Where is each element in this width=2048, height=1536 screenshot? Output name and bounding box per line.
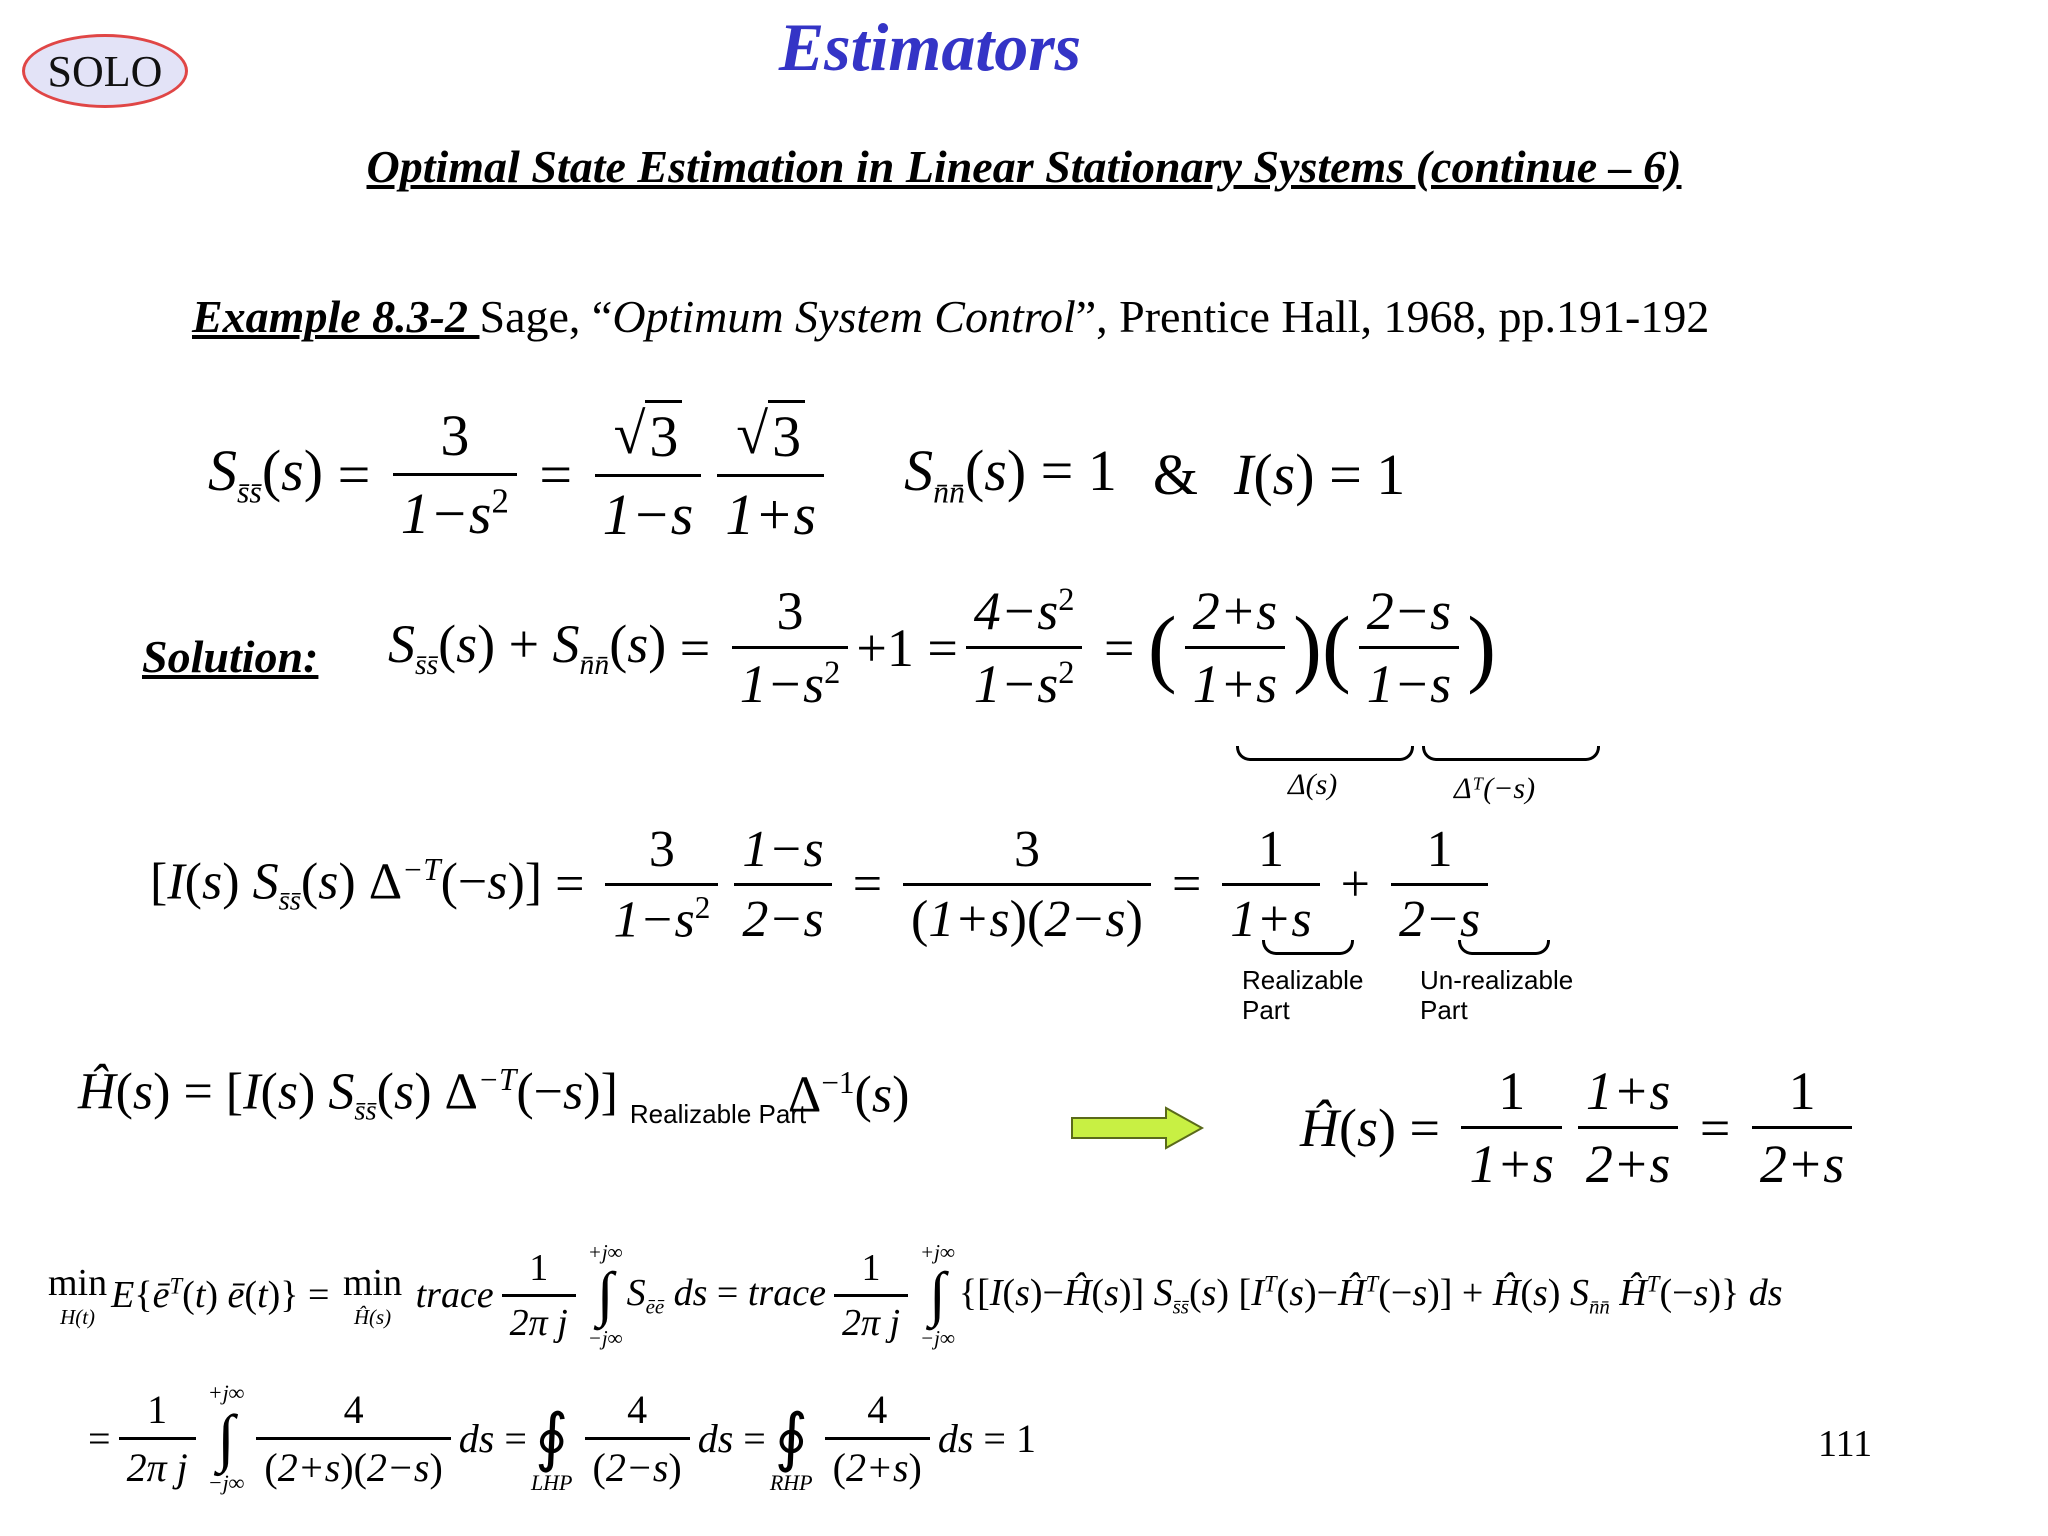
brace-unrealizable	[1458, 940, 1550, 955]
equation-optimal-filter-result: Ĥ(s) = $\frac{1}{1+s}$ $\frac{1+s}{2+s}$ = $\frac{1}{2+s}$	[1300, 1060, 1860, 1195]
realizable-subscript: Realizable Part	[629, 1099, 807, 1129]
example-book: Optimum System Control	[612, 291, 1076, 342]
equation-optimal-filter-definition: Ĥ(s) = [I(s) $S_{s̄s̄}(s)$ $\Delta^{-T}(-s)$] Realizable Part $\Delta^{-1}(s)$	[78, 1062, 910, 1129]
equation-min-error-variance: min H(t) $E\{ē^T(t)$ ē(t)} = min Ĥ(s) trace $\frac{1}{\text{2π j}}$ +j∞ ∫ −j∞ $S_{ēē}$ ds = trace $\frac{1}{\text{2π j}}$ +j∞ ∫ −j∞ {[I(s)−Ĥ(s)] $S_{s̄s̄}(s)$ $[I^T(s)-Ĥ^T(-s)]$ + Ĥ(s) $S_{n̄n̄}$ $Ĥ^T(-s)$} ds	[48, 1240, 1783, 1350]
brace-delta-t	[1422, 746, 1600, 761]
slide-subtitle: Optimal State Estimation in Linear Stationary Systems (continue – 6)	[366, 141, 1682, 192]
rhp-label: RHP	[769, 1470, 813, 1495]
equation-spectral-density: $S_{s̄s̄}(s)$ = $\frac{3}{1-s^2}$ = √ 3 1−s √ 3 1+s $S_{n̄n̄}(s) = 1$ & I(s) = 1	[208, 401, 1406, 547]
example-label: Example 8.3-2	[192, 291, 480, 342]
example-reference	[192, 290, 1709, 343]
page-number: 111	[1818, 1423, 1873, 1465]
unrealizable-part-label: Un-realizable Part	[1420, 965, 1574, 1025]
equation-contour-integral: = $\frac{1}{\text{2π j}}$ +j∞ ∫ −j∞ $\frac{4}{(2+s)(2-s)}$ ds = ∮ LHP $\frac{4}{(2-s)}$ ds = ∮ RHP $\frac{4}{(2+s)}$ ds = 1	[88, 1380, 1036, 1495]
equation-spectral-factorization: $S_{s̄s̄}(s) + S_{n̄n̄}(s)$ = $\frac{3}{1-s^2}$ +1 = $\frac{4-s^2}{1-s^2}$ = ( $\frac{2+s}{1+s}$ ) ( $\frac{2-s}{1-s}$ )	[388, 581, 1496, 714]
realizable-part-label: Realizable Part	[1242, 965, 1364, 1025]
solo-badge-label: SOLO	[47, 46, 163, 96]
brace-delta	[1236, 746, 1414, 761]
example-author: Sage, “	[479, 291, 613, 342]
implies-arrow-icon	[1070, 1106, 1206, 1150]
lhp-label: LHP	[530, 1470, 573, 1495]
slide-title: Estimators	[778, 9, 1082, 85]
solution-label: Solution:	[142, 631, 319, 682]
brace-realizable	[1262, 940, 1354, 955]
delta-s-label: Δ(s)	[1288, 768, 1338, 801]
delta-t-label: Δᵀ(−s)	[1454, 772, 1536, 805]
example-publisher: ”, Prentice Hall, 1968, pp.191-192	[1075, 291, 1710, 342]
equation-partial-fraction: [I(s) $S_{s̄s̄}(s)$ $\Delta^{-T}(-s)$] = $\frac{3}{1-s^2}$ $\frac{1-s}{2-s}$ = $\frac{3}{(1+s)(2-s)}$ = $\frac{1}{1+s}$ + $\frac{1}{2-s}$	[150, 820, 1496, 949]
